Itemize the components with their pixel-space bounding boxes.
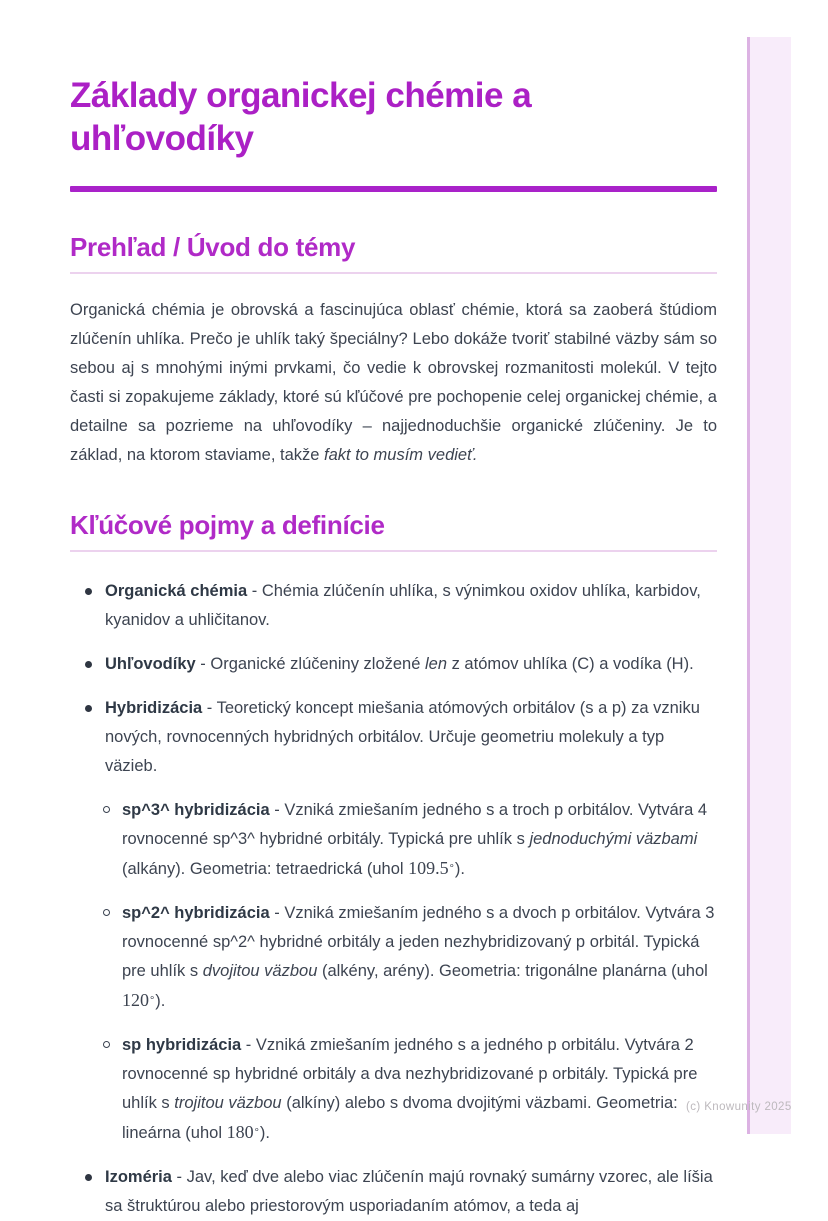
list-item (70, 650, 717, 679)
list-item-text (105, 699, 700, 775)
bullet-icon (85, 661, 92, 668)
circle-bullet-icon (103, 1041, 110, 1048)
text-segment: 180 (226, 1122, 254, 1142)
sub-list-item (103, 1031, 717, 1148)
bullet-icon (85, 588, 92, 595)
text-segment: fakt to musím vedieť. (324, 446, 478, 464)
sub-term-list (103, 796, 717, 1148)
text-segment: - Organické zlúčeniny zložené (195, 655, 425, 673)
list-item-text (105, 655, 694, 673)
text-segment: sp^2^ hybridizácia (122, 904, 270, 922)
text-segment: Uhľovodíky (105, 655, 196, 673)
text-segment: (alkény, arény). Geometria: trigonálne planárna (uhol (317, 962, 708, 980)
text-segment: len (424, 655, 448, 673)
text-segment: - Vzniká zmiešaním jedného s a dvoch p orbitálov. Vytvára 3 rovnocenné sp^2^ hybridné orbitály a jeden nezhybridizovaný p orbitál. Typická pre uhlík s (122, 904, 715, 980)
text-segment: z atómov uhlíka (C) a vodíka (H). (447, 655, 694, 673)
text-segment: - Jav, keď dve alebo viac zlúčenín majú rovnaký sumárny vzorec, ale líšia sa štruktúrou alebo priestorovým usporiadaním atómov, a teda aj (105, 1168, 713, 1215)
text-segment: trojitou väzbou (174, 1094, 282, 1112)
bullet-icon (85, 1174, 92, 1181)
text-segment: (alkíny) alebo s dvoma dvojitými väzbami. Geometria: lineárna (uhol (122, 1094, 678, 1142)
term-list (70, 577, 717, 1221)
list-item-text (105, 582, 701, 629)
text-segment: Organická chémia (105, 582, 248, 600)
list-item (70, 1163, 717, 1221)
bullet-icon (85, 705, 92, 712)
sub-list-item (103, 899, 717, 1016)
list-item (70, 694, 717, 1148)
text-segment: Organická chémia je obrovská a fascinujúca oblasť chémie, ktorá sa zaoberá štúdiom zlúčenín uhlíka. Prečo je uhlík taký špeciálny? Lebo dokáže tvoriť stabilné väzby sám so sebou aj s mnohými inými prvkami, čo vedie k obrovskej rozmanitosti molekúl. V tejto časti si zopakujeme základy, ktoré sú kľúčové pre pochopenie celej organickej chémie, a detailne sa pozrieme na uhľovodíky – najjednoduchšie organické zlúčeniny. Je to základ, na ktorom staviame, takže (70, 301, 717, 464)
text-segment: - Vzniká zmiešaním jedného s a troch p orbitálov. Vytvára 4 rovnocenné sp^3^ hybridné orbitály. Typická pre uhlík s (122, 801, 708, 848)
circle-bullet-icon (103, 909, 110, 916)
sub-list-item-text (122, 801, 707, 878)
page-title: Základy organickej chémie a uhľovodíky (70, 76, 532, 158)
footer-copyright: (c) Knowunity 2025 (686, 1101, 792, 1113)
text-segment: 109.5 (408, 858, 449, 878)
text-segment: jednoduchými väzbami (529, 830, 698, 848)
circle-bullet-icon (103, 806, 110, 813)
text-segment: ). (155, 992, 166, 1010)
text-segment: ∘ (448, 861, 455, 872)
text-segment: ∘ (149, 993, 156, 1004)
section-heading-overview: Prehľad / Úvod do témy (70, 231, 717, 274)
text-segment: - Teoretický koncept miešania atómových orbitálov (s a p) za vzniku nových, rovnocenných hybridných orbitálov. Určuje geometriu molekuly a typ väzieb. (105, 699, 700, 775)
sub-list-item-text (122, 1036, 697, 1142)
text-segment: - Vzniká zmiešaním jedného s a jedného p orbitálu. Vytvára 2 rovnocenné sp hybridné orbitály a dva nezhybridizované p orbitály. Typická pre uhlík s (122, 1036, 698, 1112)
text-segment: (alkány). Geometria: tetraedrická (uhol (122, 860, 409, 878)
text-segment: ∘ (253, 1125, 260, 1136)
title-divider (70, 186, 717, 192)
decorative-stripe (747, 37, 791, 1134)
text-segment: sp hybridizácia (122, 1036, 242, 1054)
text-segment: ). (454, 860, 465, 878)
list-item-text (105, 1168, 713, 1215)
text-segment: Izoméria (105, 1168, 172, 1186)
text-segment: - Chémia zlúčenín uhlíka, s výnimkou oxidov uhlíka, karbidov, kyanidov a uhličitanov. (105, 582, 701, 629)
document-content (70, 0, 717, 1221)
list-item (70, 577, 717, 635)
text-segment: 120 (122, 990, 149, 1010)
intro-paragraph (70, 296, 717, 470)
text-segment: Hybridizácia (105, 699, 203, 717)
text-segment: dvojitou väzbou (202, 962, 318, 980)
text-segment: ). (259, 1124, 270, 1142)
text-segment: sp^3^ hybridizácia (122, 801, 270, 819)
sub-list-item (103, 796, 717, 884)
sub-list-item-text (122, 904, 714, 1010)
section-heading-key-terms: Kľúčové pojmy a definície (70, 509, 717, 552)
